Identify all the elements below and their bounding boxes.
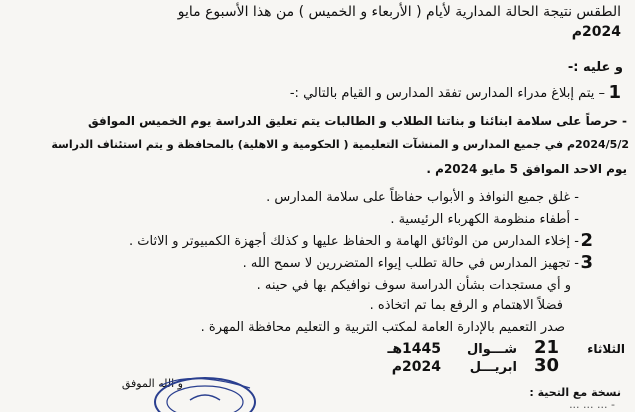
- copy-to-heading: نسخة مع التحية :: [529, 386, 621, 399]
- item-2-number: 2: [580, 230, 593, 251]
- suspension-notice-line-1: - حرصاً على سلامة ابنائنا و بناتنا الطلاب و الطالبات يتم تعليق الدراسة يوم الخميس الموافق: [88, 114, 627, 128]
- issued-statement: صدر التعميم بالإدارة العامة لمكتب التربية و التعليم محافظة المهرة .: [200, 320, 565, 335]
- sign-off: و الله الموفق: [121, 377, 183, 390]
- suspension-notice-line-2: 2024/5/2م في جميع المدارس و المنشآت التعليمية ( الحكومية و الاهلية) بالمحافظة و يتم استئناف الدراسة: [51, 138, 629, 151]
- gregorian-month: ابريـــل: [469, 360, 517, 375]
- hijri-month: شـــوال: [466, 342, 517, 357]
- hijri-day: 21: [533, 337, 559, 358]
- gregorian-day: 30: [533, 355, 559, 376]
- item-3-number: 3: [580, 252, 593, 273]
- date-weekday: الثلاثاء: [587, 342, 625, 356]
- therefore-heading: و عليه :-: [567, 60, 623, 75]
- item-1-text: – يتم إبلاغ مدراء المدارس تفقد المدارس و القيام بالتالي :-: [289, 86, 605, 101]
- item-2-text: - إخلاء المدارس من الوثائق الهامة و الحفاظ عليها و كذلك أجهزة الكمبيوتر و الاثاث .: [129, 234, 579, 249]
- intro-line: الطقس نتيجة الحالة المدارية لأيام ( الأربعاء و الخميس ) من هذا الأسبوع مايو: [177, 4, 621, 20]
- closing-request: فضلاً الاهتمام و الرفع بما تم اتخاذه .: [369, 298, 563, 313]
- copy-to-line: - ... ... ...: [569, 398, 615, 411]
- followup-note: و أي مستجدات بشأن الدراسة سوف نوافيكم بها في حينه .: [256, 278, 571, 293]
- intro-year: 2024م: [571, 24, 621, 40]
- official-stamp-icon: [150, 372, 260, 412]
- suspension-notice-line-3: يوم الاحد الموافق 5 مايو 2024م .: [426, 162, 627, 176]
- item-3-text: - تجهيز المدارس في حالة تطلب إيواء المتضررين لا سمح الله .: [242, 256, 579, 271]
- hijri-year: 1445هـ: [387, 341, 441, 357]
- action-close-windows: - غلق جميع النوافذ و الأبواب حفاظاً على سلامة المدارس .: [266, 190, 579, 205]
- gregorian-year: 2024م: [391, 359, 441, 375]
- item-1-number: 1: [608, 82, 621, 103]
- action-power-off: - أطفاء منظومة الكهرباء الرئيسية .: [390, 212, 579, 227]
